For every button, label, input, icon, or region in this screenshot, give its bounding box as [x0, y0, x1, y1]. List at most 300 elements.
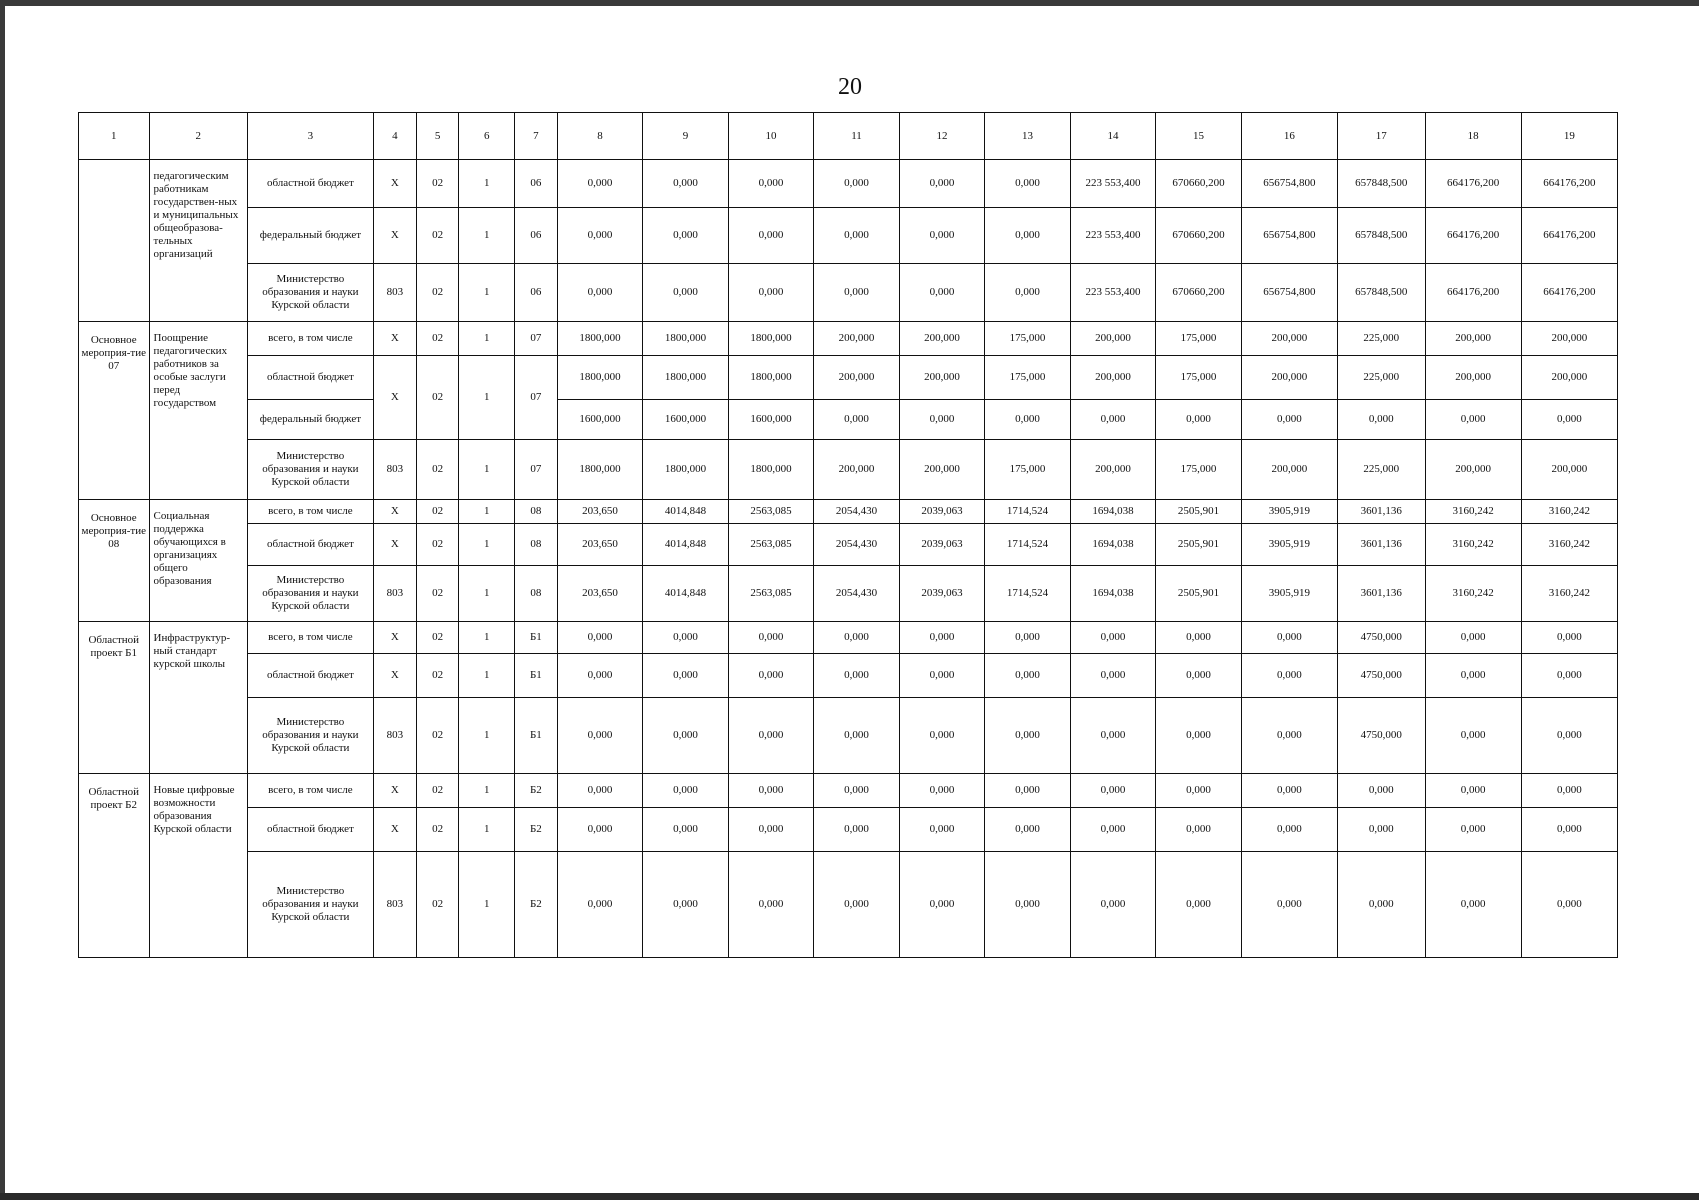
value-col-10: 1600,000	[728, 400, 814, 440]
code-col-4: X	[373, 500, 416, 524]
measure-name-cell: Инфраструктур-ный стандарт курской школы	[149, 622, 247, 774]
value-col-12: 2039,063	[899, 524, 985, 566]
value-col-16: 656754,800	[1241, 208, 1337, 264]
value-col-14: 1694,038	[1070, 500, 1156, 524]
value-col-17: 657848,500	[1337, 208, 1425, 264]
code-col-7: 06	[515, 160, 558, 208]
table-row	[79, 808, 1618, 852]
code-col-5: 02	[416, 808, 459, 852]
value-col-8: 0,000	[557, 622, 643, 654]
value-col-19: 0,000	[1521, 622, 1617, 654]
code-col-4: X	[373, 654, 416, 698]
table-row	[79, 322, 1618, 356]
value-col-9: 0,000	[643, 852, 729, 958]
value-col-9: 1800,000	[643, 322, 729, 356]
funding-source-cell: областной бюджет	[247, 654, 373, 698]
table-body	[79, 113, 1618, 958]
value-col-13: 0,000	[985, 698, 1071, 774]
value-col-19: 0,000	[1521, 774, 1617, 808]
funding-source-cell: областной бюджет	[247, 356, 373, 400]
value-col-15: 670660,200	[1156, 160, 1242, 208]
value-col-10: 2563,085	[728, 566, 814, 622]
value-col-17: 225,000	[1337, 322, 1425, 356]
value-col-17: 3601,136	[1337, 566, 1425, 622]
value-col-18: 200,000	[1425, 322, 1521, 356]
budget-table	[78, 112, 1618, 958]
value-col-16: 0,000	[1241, 622, 1337, 654]
value-col-11: 2054,430	[814, 500, 900, 524]
code-col-7: Б1	[515, 698, 558, 774]
value-col-14: 0,000	[1070, 774, 1156, 808]
value-col-15: 0,000	[1156, 774, 1242, 808]
value-col-13: 0,000	[985, 654, 1071, 698]
measure-name-cell: Поощрение педагогических работников за особые заслуги перед государством	[149, 322, 247, 500]
value-col-17: 4750,000	[1337, 622, 1425, 654]
header-col-15: 15	[1156, 113, 1242, 160]
value-col-18: 0,000	[1425, 698, 1521, 774]
header-row	[79, 113, 1618, 160]
value-col-15: 2505,901	[1156, 500, 1242, 524]
value-col-16: 0,000	[1241, 808, 1337, 852]
value-col-14: 0,000	[1070, 852, 1156, 958]
measure-name-cell: педагогическим работникам государствен-ных и муниципальных общеобразова-тельных организаций	[149, 160, 247, 322]
value-col-13: 0,000	[985, 852, 1071, 958]
value-col-14: 223 553,400	[1070, 208, 1156, 264]
value-col-14: 200,000	[1070, 356, 1156, 400]
header-col-1: 1	[79, 113, 150, 160]
code-col-5: 02	[416, 698, 459, 774]
value-col-17: 657848,500	[1337, 160, 1425, 208]
value-col-8: 1800,000	[557, 322, 643, 356]
value-col-10: 0,000	[728, 698, 814, 774]
code-col-5: 02	[416, 356, 459, 440]
value-col-12: 2039,063	[899, 500, 985, 524]
code-col-5: 02	[416, 322, 459, 356]
value-col-8: 203,650	[557, 566, 643, 622]
value-col-18: 664176,200	[1425, 208, 1521, 264]
code-col-5: 02	[416, 524, 459, 566]
header-col-11: 11	[814, 113, 900, 160]
value-col-11: 0,000	[814, 400, 900, 440]
code-col-7: Б2	[515, 852, 558, 958]
value-col-14: 223 553,400	[1070, 264, 1156, 322]
value-col-12: 0,000	[899, 264, 985, 322]
value-col-12: 0,000	[899, 160, 985, 208]
value-col-19: 0,000	[1521, 654, 1617, 698]
value-col-10: 0,000	[728, 622, 814, 654]
table-row	[79, 440, 1618, 500]
header-col-4: 4	[373, 113, 416, 160]
value-col-19: 0,000	[1521, 852, 1617, 958]
value-col-10: 1800,000	[728, 356, 814, 400]
code-col-5: 02	[416, 500, 459, 524]
measure-cell: Основное мероприя-тие 08	[79, 500, 150, 622]
code-col-5: 02	[416, 654, 459, 698]
value-col-11: 0,000	[814, 208, 900, 264]
value-col-14: 0,000	[1070, 654, 1156, 698]
header-col-10: 10	[728, 113, 814, 160]
value-col-19: 200,000	[1521, 440, 1617, 500]
value-col-16: 656754,800	[1241, 264, 1337, 322]
code-col-5: 02	[416, 160, 459, 208]
value-col-12: 0,000	[899, 208, 985, 264]
header-col-8: 8	[557, 113, 643, 160]
code-col-7: Б2	[515, 774, 558, 808]
value-col-10: 0,000	[728, 654, 814, 698]
value-col-12: 200,000	[899, 322, 985, 356]
value-col-11: 2054,430	[814, 566, 900, 622]
value-col-16: 0,000	[1241, 654, 1337, 698]
value-col-14: 0,000	[1070, 698, 1156, 774]
code-col-6: 1	[459, 208, 515, 264]
value-col-8: 0,000	[557, 774, 643, 808]
value-col-15: 2505,901	[1156, 524, 1242, 566]
value-col-10: 0,000	[728, 264, 814, 322]
value-col-18: 0,000	[1425, 622, 1521, 654]
code-col-6: 1	[459, 622, 515, 654]
funding-source-cell: всего, в том числе	[247, 322, 373, 356]
code-col-5: 02	[416, 440, 459, 500]
value-col-16: 200,000	[1241, 440, 1337, 500]
code-col-7: 07	[515, 322, 558, 356]
table-row	[79, 500, 1618, 524]
value-col-9: 0,000	[643, 808, 729, 852]
code-col-7: Б2	[515, 808, 558, 852]
value-col-9: 0,000	[643, 208, 729, 264]
table-row	[79, 654, 1618, 698]
value-col-10: 0,000	[728, 208, 814, 264]
value-col-19: 3160,242	[1521, 500, 1617, 524]
value-col-9: 4014,848	[643, 500, 729, 524]
value-col-14: 1694,038	[1070, 566, 1156, 622]
measure-name-cell: Социальная поддержка обучающихся в организациях общего образования	[149, 500, 247, 622]
header-col-3: 3	[247, 113, 373, 160]
value-col-19: 0,000	[1521, 808, 1617, 852]
code-col-7: 07	[515, 356, 558, 440]
value-col-12: 0,000	[899, 654, 985, 698]
code-col-6: 1	[459, 654, 515, 698]
code-col-5: 02	[416, 264, 459, 322]
code-col-6: 1	[459, 566, 515, 622]
value-col-11: 0,000	[814, 160, 900, 208]
value-col-15: 0,000	[1156, 400, 1242, 440]
value-col-13: 0,000	[985, 160, 1071, 208]
value-col-13: 1714,524	[985, 566, 1071, 622]
value-col-12: 0,000	[899, 852, 985, 958]
value-col-12: 0,000	[899, 622, 985, 654]
code-col-5: 02	[416, 774, 459, 808]
code-col-6: 1	[459, 808, 515, 852]
funding-source-cell: всего, в том числе	[247, 774, 373, 808]
value-col-14: 200,000	[1070, 440, 1156, 500]
code-col-5: 02	[416, 852, 459, 958]
value-col-12: 2039,063	[899, 566, 985, 622]
value-col-11: 0,000	[814, 622, 900, 654]
value-col-15: 2505,901	[1156, 566, 1242, 622]
code-col-6: 1	[459, 524, 515, 566]
value-col-15: 175,000	[1156, 440, 1242, 500]
code-col-6: 1	[459, 356, 515, 440]
funding-source-cell: федеральный бюджет	[247, 208, 373, 264]
value-col-12: 200,000	[899, 440, 985, 500]
value-col-11: 200,000	[814, 356, 900, 400]
value-col-17: 225,000	[1337, 356, 1425, 400]
table-row	[79, 208, 1618, 264]
funding-source-cell: Министерство образования и науки Курской области	[247, 566, 373, 622]
value-col-16: 0,000	[1241, 774, 1337, 808]
value-col-11: 200,000	[814, 322, 900, 356]
header-col-18: 18	[1425, 113, 1521, 160]
value-col-8: 1800,000	[557, 356, 643, 400]
code-col-6: 1	[459, 160, 515, 208]
measure-name-cell: Новые цифровые возможности образования Курской области	[149, 774, 247, 958]
value-col-16: 200,000	[1241, 356, 1337, 400]
code-col-6: 1	[459, 852, 515, 958]
code-col-5: 02	[416, 566, 459, 622]
table-row	[79, 160, 1618, 208]
value-col-10: 2563,085	[728, 500, 814, 524]
value-col-18: 664176,200	[1425, 160, 1521, 208]
value-col-9: 0,000	[643, 654, 729, 698]
scan-border-bottom	[0, 1193, 1699, 1200]
value-col-9: 4014,848	[643, 524, 729, 566]
value-col-19: 0,000	[1521, 698, 1617, 774]
value-col-9: 0,000	[643, 160, 729, 208]
value-col-12: 0,000	[899, 400, 985, 440]
code-col-4: 803	[373, 440, 416, 500]
value-col-8: 1600,000	[557, 400, 643, 440]
value-col-14: 223 553,400	[1070, 160, 1156, 208]
value-col-19: 200,000	[1521, 322, 1617, 356]
value-col-17: 3601,136	[1337, 524, 1425, 566]
value-col-13: 1714,524	[985, 500, 1071, 524]
code-col-6: 1	[459, 440, 515, 500]
header-col-6: 6	[459, 113, 515, 160]
value-col-11: 0,000	[814, 852, 900, 958]
value-col-8: 0,000	[557, 264, 643, 322]
value-col-17: 0,000	[1337, 808, 1425, 852]
value-col-13: 175,000	[985, 440, 1071, 500]
funding-source-cell: всего, в том числе	[247, 500, 373, 524]
value-col-18: 0,000	[1425, 400, 1521, 440]
value-col-12: 0,000	[899, 698, 985, 774]
funding-source-cell: всего, в том числе	[247, 622, 373, 654]
value-col-15: 0,000	[1156, 654, 1242, 698]
value-col-13: 1714,524	[985, 524, 1071, 566]
measure-cell: Основное мероприя-тие 07	[79, 322, 150, 500]
value-col-10: 1800,000	[728, 440, 814, 500]
scan-border-top	[0, 0, 1699, 6]
value-col-10: 0,000	[728, 852, 814, 958]
value-col-16: 0,000	[1241, 698, 1337, 774]
value-col-16: 3905,919	[1241, 566, 1337, 622]
value-col-10: 0,000	[728, 774, 814, 808]
measure-cell	[79, 160, 150, 322]
header-col-13: 13	[985, 113, 1071, 160]
code-col-6: 1	[459, 264, 515, 322]
code-col-4: 803	[373, 852, 416, 958]
code-col-4: 803	[373, 566, 416, 622]
funding-source-cell: Министерство образования и науки Курской области	[247, 852, 373, 958]
page-number: 20	[838, 74, 862, 100]
table-row	[79, 264, 1618, 322]
value-col-19: 0,000	[1521, 400, 1617, 440]
value-col-17: 4750,000	[1337, 654, 1425, 698]
value-col-11: 0,000	[814, 774, 900, 808]
funding-source-cell: Министерство образования и науки Курской области	[247, 698, 373, 774]
value-col-8: 0,000	[557, 160, 643, 208]
value-col-14: 200,000	[1070, 322, 1156, 356]
value-col-8: 203,650	[557, 524, 643, 566]
header-col-19: 19	[1521, 113, 1617, 160]
code-col-4: 803	[373, 698, 416, 774]
value-col-12: 0,000	[899, 774, 985, 808]
value-col-13: 175,000	[985, 322, 1071, 356]
code-col-4: X	[373, 322, 416, 356]
value-col-15: 0,000	[1156, 852, 1242, 958]
code-col-4: X	[373, 160, 416, 208]
table-row	[79, 400, 1618, 440]
value-col-18: 0,000	[1425, 808, 1521, 852]
value-col-14: 0,000	[1070, 400, 1156, 440]
value-col-18: 200,000	[1425, 356, 1521, 400]
value-col-11: 0,000	[814, 698, 900, 774]
value-col-14: 0,000	[1070, 808, 1156, 852]
table-row	[79, 698, 1618, 774]
code-col-7: 08	[515, 524, 558, 566]
table-row	[79, 356, 1618, 400]
value-col-15: 0,000	[1156, 698, 1242, 774]
value-col-16: 3905,919	[1241, 524, 1337, 566]
value-col-9: 0,000	[643, 698, 729, 774]
value-col-8: 1800,000	[557, 440, 643, 500]
code-col-4: X	[373, 356, 416, 440]
value-col-18: 664176,200	[1425, 264, 1521, 322]
value-col-16: 3905,919	[1241, 500, 1337, 524]
value-col-15: 0,000	[1156, 622, 1242, 654]
value-col-10: 2563,085	[728, 524, 814, 566]
funding-source-cell: федеральный бюджет	[247, 400, 373, 440]
header-col-12: 12	[899, 113, 985, 160]
value-col-8: 0,000	[557, 654, 643, 698]
value-col-13: 0,000	[985, 400, 1071, 440]
code-col-6: 1	[459, 500, 515, 524]
funding-source-cell: областной бюджет	[247, 808, 373, 852]
value-col-9: 0,000	[643, 622, 729, 654]
table-row	[79, 622, 1618, 654]
value-col-10: 0,000	[728, 160, 814, 208]
value-col-8: 203,650	[557, 500, 643, 524]
measure-cell: Областной проект Б1	[79, 622, 150, 774]
measure-cell: Областной проект Б2	[79, 774, 150, 958]
code-col-6: 1	[459, 322, 515, 356]
header-col-16: 16	[1241, 113, 1337, 160]
code-col-7: 06	[515, 208, 558, 264]
value-col-19: 664176,200	[1521, 160, 1617, 208]
value-col-12: 0,000	[899, 808, 985, 852]
value-col-19: 3160,242	[1521, 524, 1617, 566]
value-col-17: 0,000	[1337, 400, 1425, 440]
code-col-7: 06	[515, 264, 558, 322]
code-col-4: 803	[373, 264, 416, 322]
value-col-11: 2054,430	[814, 524, 900, 566]
header-col-17: 17	[1337, 113, 1425, 160]
value-col-17: 4750,000	[1337, 698, 1425, 774]
header-col-2: 2	[149, 113, 247, 160]
value-col-16: 0,000	[1241, 852, 1337, 958]
code-col-6: 1	[459, 774, 515, 808]
value-col-15: 0,000	[1156, 808, 1242, 852]
value-col-18: 200,000	[1425, 440, 1521, 500]
value-col-17: 0,000	[1337, 774, 1425, 808]
value-col-8: 0,000	[557, 208, 643, 264]
value-col-15: 670660,200	[1156, 264, 1242, 322]
value-col-18: 0,000	[1425, 654, 1521, 698]
value-col-14: 1694,038	[1070, 524, 1156, 566]
code-col-5: 02	[416, 622, 459, 654]
value-col-10: 0,000	[728, 808, 814, 852]
value-col-13: 0,000	[985, 264, 1071, 322]
table-row	[79, 566, 1618, 622]
value-col-9: 1800,000	[643, 440, 729, 500]
value-col-16: 656754,800	[1241, 160, 1337, 208]
header-col-14: 14	[1070, 113, 1156, 160]
value-col-8: 0,000	[557, 808, 643, 852]
value-col-11: 200,000	[814, 440, 900, 500]
table-row	[79, 852, 1618, 958]
code-col-6: 1	[459, 698, 515, 774]
value-col-9: 4014,848	[643, 566, 729, 622]
value-col-18: 0,000	[1425, 852, 1521, 958]
value-col-18: 3160,242	[1425, 566, 1521, 622]
value-col-18: 3160,242	[1425, 524, 1521, 566]
value-col-18: 3160,242	[1425, 500, 1521, 524]
value-col-13: 0,000	[985, 622, 1071, 654]
value-col-12: 200,000	[899, 356, 985, 400]
value-col-8: 0,000	[557, 698, 643, 774]
value-col-15: 175,000	[1156, 322, 1242, 356]
value-col-9: 0,000	[643, 264, 729, 322]
value-col-13: 0,000	[985, 208, 1071, 264]
value-col-11: 0,000	[814, 654, 900, 698]
code-col-4: X	[373, 622, 416, 654]
funding-source-cell: областной бюджет	[247, 160, 373, 208]
value-col-11: 0,000	[814, 264, 900, 322]
code-col-7: Б1	[515, 622, 558, 654]
code-col-4: X	[373, 774, 416, 808]
header-col-9: 9	[643, 113, 729, 160]
value-col-17: 3601,136	[1337, 500, 1425, 524]
code-col-4: X	[373, 208, 416, 264]
value-col-17: 225,000	[1337, 440, 1425, 500]
header-col-7: 7	[515, 113, 558, 160]
code-col-7: 07	[515, 440, 558, 500]
value-col-9: 0,000	[643, 774, 729, 808]
value-col-17: 657848,500	[1337, 264, 1425, 322]
code-col-4: X	[373, 808, 416, 852]
value-col-13: 0,000	[985, 774, 1071, 808]
value-col-15: 670660,200	[1156, 208, 1242, 264]
value-col-16: 0,000	[1241, 400, 1337, 440]
value-col-16: 200,000	[1241, 322, 1337, 356]
value-col-15: 175,000	[1156, 356, 1242, 400]
value-col-11: 0,000	[814, 808, 900, 852]
value-col-18: 0,000	[1425, 774, 1521, 808]
value-col-19: 664176,200	[1521, 208, 1617, 264]
value-col-9: 1600,000	[643, 400, 729, 440]
code-col-7: 08	[515, 566, 558, 622]
value-col-19: 664176,200	[1521, 264, 1617, 322]
